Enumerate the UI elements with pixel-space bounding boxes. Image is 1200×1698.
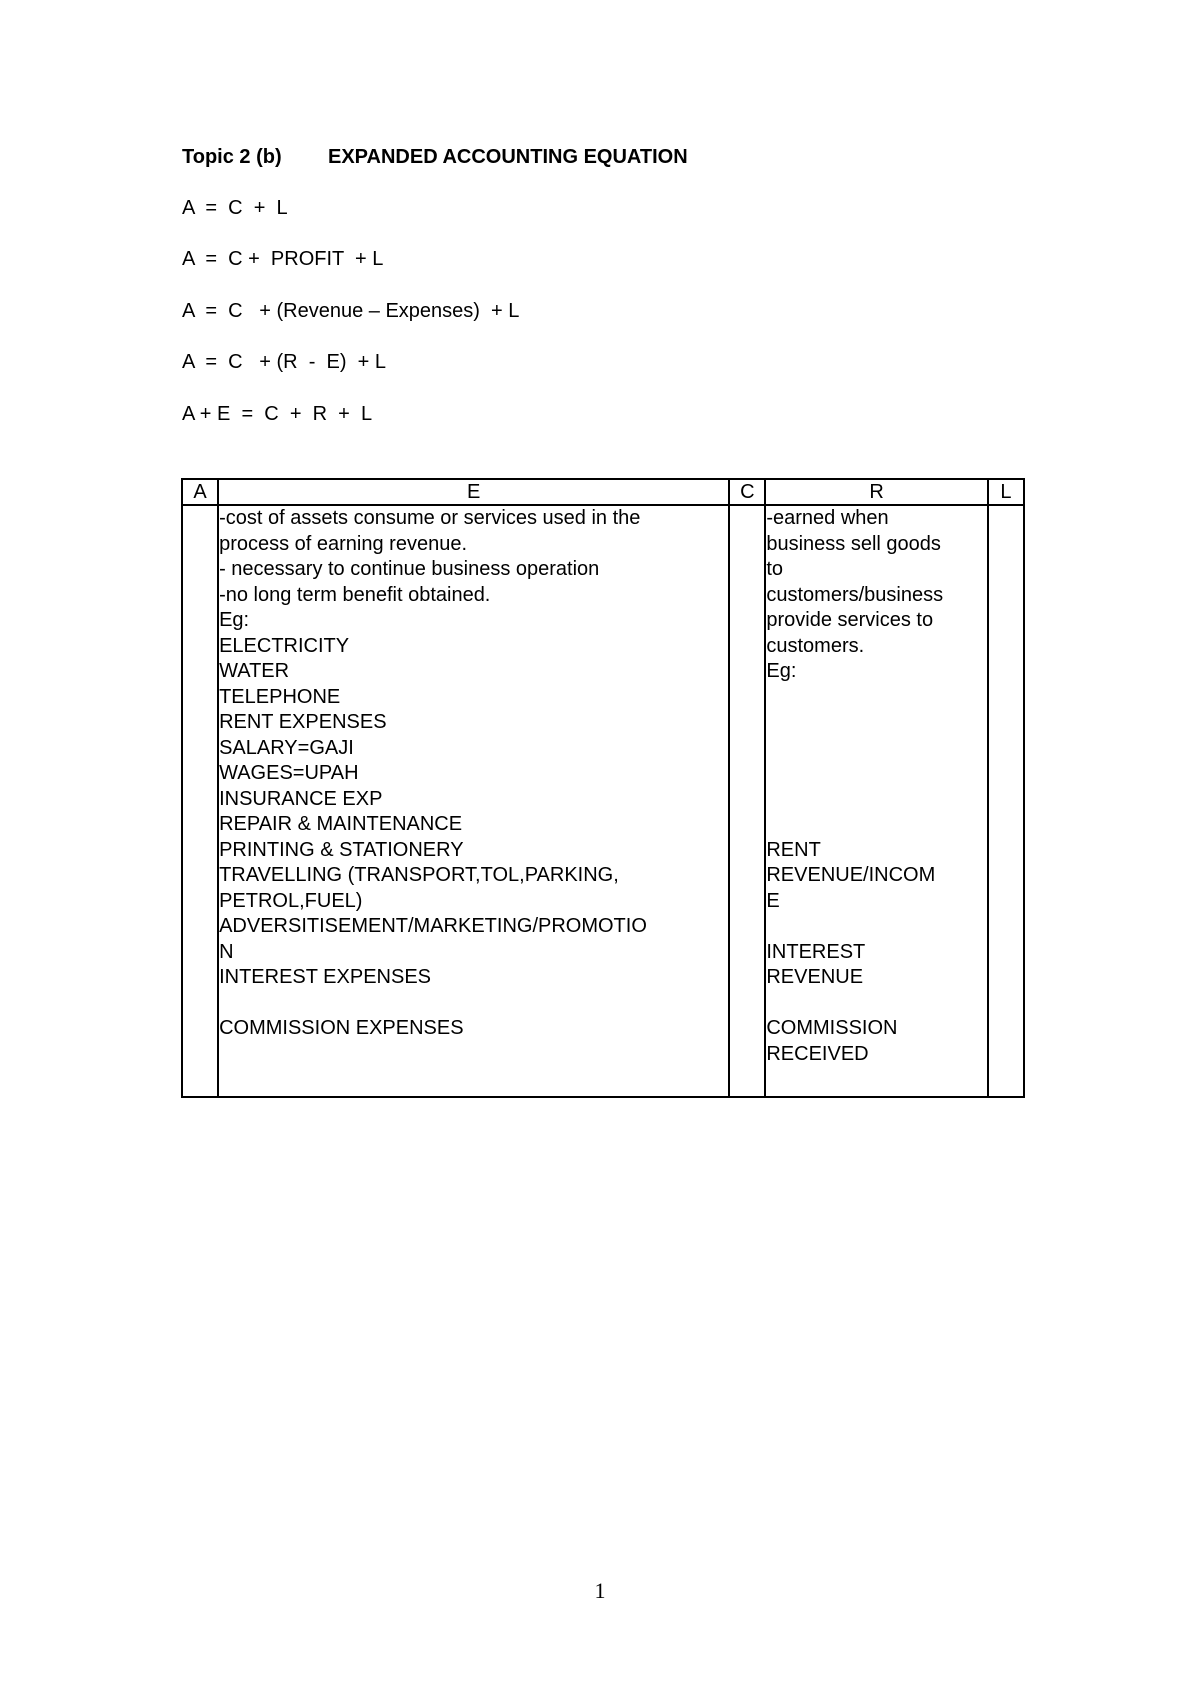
heading-title: EXPANDED ACCOUNTING EQUATION <box>328 146 688 168</box>
expense-line: RENT EXPENSES <box>219 711 387 733</box>
expense-line: ELECTRICITY <box>219 634 350 657</box>
page-heading <box>182 146 688 169</box>
expense-line: WAGES=UPAH <box>219 762 359 784</box>
revenue-line <box>766 914 987 940</box>
expense-line: - necessary to continue business operation <box>219 558 600 580</box>
equation-r-minus-e: A = C + (R - E) + L <box>182 351 386 373</box>
revenue-line: customers. <box>766 634 865 657</box>
topic-label: Topic 2 (b) <box>182 146 282 168</box>
header-capital: C <box>729 479 765 505</box>
revenue-line: REVENUE/INCOM <box>766 864 936 886</box>
revenue-line: customers/business <box>766 583 944 606</box>
table-body-row <box>182 505 1024 1097</box>
revenue-line: business sell goods <box>766 532 941 555</box>
header-expenses: E <box>218 479 729 505</box>
revenue-line: provide services to <box>766 609 934 631</box>
expense-line: N <box>219 940 234 963</box>
revenue-line: -earned when <box>766 507 889 529</box>
expense-line: Eg: <box>219 609 250 631</box>
table-header-row <box>182 479 1024 505</box>
liabilities-cell <box>988 505 1024 1097</box>
expense-line <box>219 991 728 1017</box>
expense-line: SALARY=GAJI <box>219 736 354 759</box>
expense-line: TELEPHONE <box>219 685 341 708</box>
equation-elements-table <box>181 478 1025 1098</box>
revenue-line: E <box>766 889 780 912</box>
header-revenue: R <box>765 479 988 505</box>
page-number: 1 <box>594 1578 606 1603</box>
expense-line: TRAVELLING (TRANSPORT,TOL,PARKING, <box>219 864 619 886</box>
revenue-line: REVENUE <box>766 966 864 988</box>
expense-line: WATER <box>219 660 290 682</box>
revenue-line <box>766 736 987 762</box>
revenue-line: INTEREST <box>766 940 866 963</box>
revenue-line <box>766 812 987 838</box>
header-assets: A <box>182 479 218 505</box>
equation-expanded: A + E = C + R + L <box>182 403 373 425</box>
expense-line: PETROL,FUEL) <box>219 889 363 912</box>
revenue-line <box>766 685 987 711</box>
revenue-cell <box>765 505 988 1097</box>
equation-revenue-expenses: A = C + (Revenue – Expenses) + L <box>182 300 520 322</box>
capital-cell <box>729 505 765 1097</box>
expense-line: PRINTING & STATIONERY <box>219 838 464 861</box>
expense-line: process of earning revenue. <box>219 532 468 555</box>
expense-line: COMMISSION EXPENSES <box>219 1017 464 1039</box>
expenses-cell <box>218 505 729 1097</box>
expense-line: -no long term benefit obtained. <box>219 583 491 606</box>
equation-profit: A = C + PROFIT + L <box>182 248 384 270</box>
revenue-line: to <box>766 558 784 580</box>
revenue-line <box>766 761 987 787</box>
assets-cell <box>182 505 218 1097</box>
expense-line: ADVERSITISEMENT/MARKETING/PROMOTIO <box>219 915 647 937</box>
revenue-line: RENT <box>766 838 821 861</box>
expense-line: -cost of assets consume or services used in the <box>219 507 641 529</box>
revenue-line: COMMISSION <box>766 1017 898 1039</box>
revenue-line <box>766 710 987 736</box>
expense-line: INSURANCE EXP <box>219 787 383 810</box>
revenue-line <box>766 787 987 813</box>
revenue-line: Eg: <box>766 660 797 682</box>
revenue-line: RECEIVED <box>766 1042 869 1065</box>
expense-line: REPAIR & MAINTENANCE <box>219 813 463 835</box>
header-liabilities: L <box>988 479 1024 505</box>
equation-basic: A = C + L <box>182 197 288 219</box>
revenue-line <box>766 991 987 1017</box>
expense-line: INTEREST EXPENSES <box>219 966 431 988</box>
